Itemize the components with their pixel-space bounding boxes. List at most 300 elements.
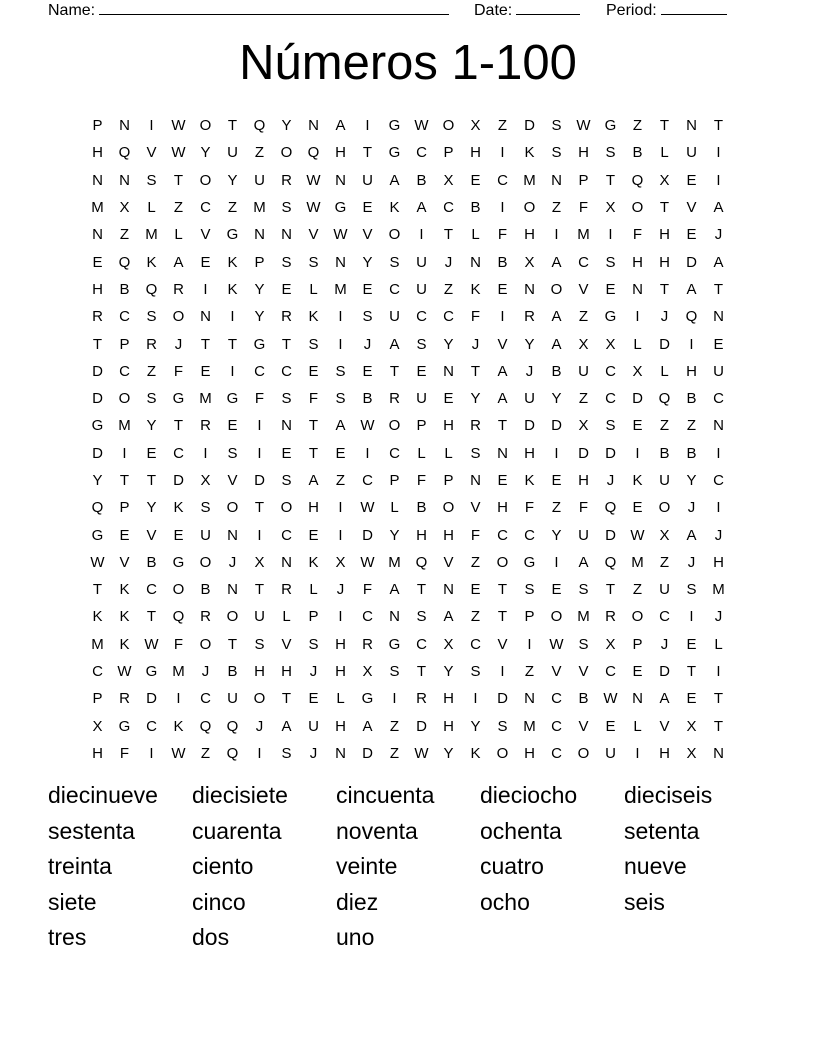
grid-letter: N xyxy=(470,472,481,489)
word-bank-item: siete xyxy=(48,888,97,915)
grid-letter: S xyxy=(146,390,157,408)
name-field[interactable] xyxy=(48,0,449,19)
grid-letter: M xyxy=(577,608,590,626)
grid-letter: W xyxy=(414,744,429,762)
grid-letter: T xyxy=(119,472,130,489)
grid-letter: H xyxy=(470,144,481,162)
grid-letter: X xyxy=(632,362,643,380)
grid-letter: N xyxy=(119,171,130,189)
grid-letter: Q xyxy=(226,717,239,735)
grid-letter: N xyxy=(551,171,562,189)
grid-letter: Q xyxy=(631,171,644,189)
word-bank-item: diecisiete xyxy=(192,782,288,809)
grid-letter: V xyxy=(686,199,697,217)
grid-letter: I xyxy=(365,117,370,135)
grid-letter: V xyxy=(497,635,508,653)
grid-letter: O xyxy=(442,117,455,135)
grid-letter: N xyxy=(632,280,643,298)
word-bank-item: diecinueve xyxy=(48,782,158,809)
grid-letter: Q xyxy=(415,553,428,571)
word-bank-item: ciento xyxy=(192,853,254,880)
grid-letter: J xyxy=(174,335,183,353)
grid-letter: I xyxy=(203,444,208,462)
grid-letter: F xyxy=(362,581,373,599)
grid-letter: F xyxy=(578,499,589,517)
word-bank-item: ochenta xyxy=(480,817,562,844)
grid-letter: G xyxy=(361,690,374,708)
grid-letter: C xyxy=(119,308,130,326)
grid-letter: N xyxy=(308,117,319,135)
grid-letter: S xyxy=(227,444,238,462)
grid-letter: C xyxy=(281,362,292,380)
grid-letter: C xyxy=(200,199,211,217)
grid-letter: J xyxy=(228,553,237,571)
grid-letter: L xyxy=(633,335,642,353)
grid-letter: R xyxy=(92,308,103,326)
grid-letter: H xyxy=(578,144,589,162)
grid-letter: H xyxy=(686,362,697,380)
grid-letter: I xyxy=(338,526,343,544)
word-bank-item: uno xyxy=(336,924,375,951)
grid-letter: H xyxy=(443,690,454,708)
grid-letter: V xyxy=(659,717,670,735)
grid-letter: Z xyxy=(227,199,238,217)
grid-letter: V xyxy=(227,472,238,489)
word-bank-item: noventa xyxy=(336,817,418,844)
grid-letter: I xyxy=(257,417,262,435)
grid-letter: Z xyxy=(632,117,643,135)
grid-letter: L xyxy=(309,280,318,298)
grid-letter: X xyxy=(443,635,454,653)
grid-letter: C xyxy=(416,635,427,653)
grid-letter: D xyxy=(92,362,103,380)
period-field[interactable] xyxy=(606,0,727,19)
grid-letter: H xyxy=(659,226,670,244)
grid-letter: T xyxy=(470,362,481,380)
grid-letter: E xyxy=(362,280,373,298)
grid-letter: E xyxy=(632,663,643,681)
grid-letter: U xyxy=(227,690,238,708)
word-bank-item: treinta xyxy=(48,853,112,880)
grid-letter: W xyxy=(171,144,186,162)
grid-letter: I xyxy=(149,117,154,135)
grid-letter: L xyxy=(444,444,453,462)
name-blank[interactable] xyxy=(99,0,449,15)
grid-letter: P xyxy=(92,690,103,708)
grid-letter: Y xyxy=(443,663,454,681)
grid-letter: X xyxy=(686,744,697,762)
grid-letter: F xyxy=(119,744,130,762)
grid-letter: O xyxy=(631,199,644,217)
grid-letter: C xyxy=(551,690,562,708)
grid-letter: A xyxy=(551,335,562,353)
grid-letter: Y xyxy=(254,308,265,326)
grid-letter: I xyxy=(230,362,235,380)
grid-letter: T xyxy=(227,635,238,653)
grid-letter: X xyxy=(605,335,616,353)
grid-letter: X xyxy=(659,526,670,544)
grid-letter: F xyxy=(578,199,589,217)
grid-letter: Z xyxy=(119,226,130,244)
grid-letter: I xyxy=(635,444,640,462)
grid-letter: V xyxy=(119,553,130,571)
grid-letter: Q xyxy=(226,744,239,762)
grid-letter: U xyxy=(254,171,265,189)
grid-letter: Y xyxy=(389,526,400,544)
grid-letter: T xyxy=(92,335,103,353)
grid-letter: J xyxy=(714,526,723,544)
grid-letter: L xyxy=(714,635,723,653)
grid-letter: B xyxy=(686,390,697,408)
grid-letter: C xyxy=(173,444,184,462)
grid-letter: Y xyxy=(686,472,697,489)
grid-letter: G xyxy=(118,717,131,735)
grid-letter: P xyxy=(443,144,454,162)
grid-letter: S xyxy=(578,581,589,599)
word-bank-item: dieciseis xyxy=(624,782,713,809)
word-bank xyxy=(48,778,768,956)
grid-letter: V xyxy=(146,526,157,544)
grid-letter: A xyxy=(308,472,319,489)
grid-letter: E xyxy=(551,581,562,599)
grid-letter: F xyxy=(470,526,481,544)
grid-letter: K xyxy=(227,253,238,271)
grid-letter: G xyxy=(145,663,158,681)
grid-letter: K xyxy=(308,553,319,571)
grid-letter: N xyxy=(632,690,643,708)
grid-letter: T xyxy=(659,117,670,135)
grid-letter: O xyxy=(550,608,563,626)
grid-letter: D xyxy=(92,444,103,462)
grid-letter: T xyxy=(308,444,319,462)
grid-letter: G xyxy=(334,199,347,217)
grid-letter: T xyxy=(92,581,103,599)
grid-letter: O xyxy=(226,499,239,517)
grid-letter: W xyxy=(414,117,429,135)
grid-letter: I xyxy=(203,280,208,298)
grid-letter: U xyxy=(416,390,427,408)
grid-letter: P xyxy=(443,472,454,489)
grid-letter: T xyxy=(281,690,292,708)
grid-letter: X xyxy=(119,199,130,217)
grid-letter: J xyxy=(201,663,210,681)
grid-letter: Z xyxy=(524,663,535,681)
grid-letter: K xyxy=(146,253,157,271)
grid-letter: W xyxy=(549,635,564,653)
page-title: Números 1-100 xyxy=(239,36,577,90)
grid-letter: I xyxy=(554,553,559,571)
grid-letter: Y xyxy=(281,117,292,135)
grid-letter: Q xyxy=(658,390,671,408)
grid-letter: I xyxy=(365,444,370,462)
grid-letter: L xyxy=(309,581,318,599)
grid-letter: G xyxy=(172,390,185,408)
grid-letter: E xyxy=(686,690,697,708)
grid-letter: O xyxy=(658,499,671,517)
grid-letter: Y xyxy=(254,280,265,298)
grid-letter: E xyxy=(92,253,103,271)
grid-letter: Y xyxy=(227,171,238,189)
grid-letter: I xyxy=(716,499,721,517)
grid-letter: M xyxy=(577,226,590,244)
grid-letter: K xyxy=(308,308,319,326)
grid-letter: J xyxy=(255,717,264,735)
grid-letter: C xyxy=(362,608,373,626)
grid-letter: C xyxy=(146,581,157,599)
grid-letter: X xyxy=(254,553,265,571)
grid-letter: Q xyxy=(118,144,131,162)
grid-letter: U xyxy=(254,608,265,626)
grid-letter: O xyxy=(172,581,185,599)
date-field[interactable] xyxy=(474,0,580,19)
grid-letter: S xyxy=(308,635,319,653)
grid-letter: Y xyxy=(200,144,211,162)
grid-letter: S xyxy=(308,253,319,271)
grid-letter: S xyxy=(335,390,346,408)
grid-letter: B xyxy=(416,171,427,189)
grid-letter: O xyxy=(442,499,455,517)
grid-letter: W xyxy=(171,117,186,135)
grid-letter: C xyxy=(416,308,427,326)
word-bank-item: setenta xyxy=(624,817,700,844)
grid-letter: A xyxy=(362,717,373,735)
grid-letter: T xyxy=(416,581,427,599)
grid-letter: I xyxy=(392,690,397,708)
grid-letter: L xyxy=(633,717,642,735)
grid-letter: Z xyxy=(632,581,643,599)
grid-letter: V xyxy=(281,635,292,653)
grid-letter: S xyxy=(146,308,157,326)
grid-letter: J xyxy=(660,635,669,653)
grid-letter: E xyxy=(713,335,724,353)
grid-letter: F xyxy=(632,226,643,244)
grid-letter: S xyxy=(281,472,292,489)
grid-letter: I xyxy=(554,226,559,244)
grid-letter: N xyxy=(443,362,454,380)
grid-letter: M xyxy=(523,171,536,189)
grid-letter: N xyxy=(254,226,265,244)
grid-letter: I xyxy=(176,690,181,708)
grid-letter: I xyxy=(338,335,343,353)
grid-letter: S xyxy=(308,335,319,353)
grid-letter: U xyxy=(578,362,589,380)
grid-letter: S xyxy=(281,199,292,217)
grid-letter: S xyxy=(335,362,346,380)
grid-letter: X xyxy=(578,417,589,435)
grid-letter: A xyxy=(281,717,292,735)
grid-letter: H xyxy=(335,717,346,735)
grid-letter: A xyxy=(497,362,508,380)
grid-letter: S xyxy=(416,608,427,626)
grid-letter: X xyxy=(578,335,589,353)
grid-letter: I xyxy=(149,744,154,762)
grid-letter: S xyxy=(281,744,292,762)
grid-letter: K xyxy=(173,499,184,517)
grid-letter: C xyxy=(605,362,616,380)
grid-letter: H xyxy=(659,744,670,762)
grid-letter: U xyxy=(686,144,697,162)
grid-letter: H xyxy=(659,253,670,271)
grid-letter: Z xyxy=(659,553,670,571)
grid-letter: O xyxy=(199,117,212,135)
grid-letter: N xyxy=(281,553,292,571)
grid-letter: H xyxy=(578,472,589,489)
grid-letter: L xyxy=(390,499,399,517)
grid-letter: I xyxy=(257,444,262,462)
word-bank-item: tres xyxy=(48,924,87,951)
grid-letter: O xyxy=(577,744,590,762)
grid-letter: Q xyxy=(685,308,698,326)
grid-letter: M xyxy=(523,717,536,735)
grid-letter: Z xyxy=(173,199,184,217)
grid-letter: Y xyxy=(362,253,373,271)
grid-letter: Y xyxy=(443,744,454,762)
grid-letter: K xyxy=(524,472,535,489)
grid-letter: C xyxy=(119,362,130,380)
word-bank-item: ocho xyxy=(480,888,530,915)
grid-letter: W xyxy=(144,635,159,653)
grid-letter: Y xyxy=(470,390,481,408)
grid-letter: U xyxy=(308,717,319,735)
grid-letter: N xyxy=(92,171,103,189)
grid-letter: E xyxy=(470,171,481,189)
period-blank[interactable] xyxy=(661,0,727,15)
grid-letter: O xyxy=(226,608,239,626)
grid-letter: H xyxy=(443,417,454,435)
grid-letter: N xyxy=(470,253,481,271)
grid-letter: H xyxy=(92,744,103,762)
grid-letter: U xyxy=(524,390,535,408)
grid-letter: A xyxy=(497,390,508,408)
grid-letter: Y xyxy=(443,335,454,353)
grid-letter: G xyxy=(604,117,617,135)
grid-letter: F xyxy=(497,226,508,244)
grid-letter: Y xyxy=(146,499,157,517)
grid-letter: C xyxy=(443,308,454,326)
grid-letter: K xyxy=(227,280,238,298)
grid-letter: L xyxy=(660,362,669,380)
grid-letter: Z xyxy=(686,417,697,435)
grid-letter: J xyxy=(444,253,453,271)
grid-letter: R xyxy=(146,335,157,353)
grid-letter: W xyxy=(90,553,105,571)
grid-letter: N xyxy=(443,581,454,599)
grid-letter: J xyxy=(687,553,696,571)
grid-letter: L xyxy=(471,226,480,244)
grid-letter: A xyxy=(551,308,562,326)
grid-letter: I xyxy=(500,199,505,217)
grid-letter: U xyxy=(713,362,724,380)
grid-letter: S xyxy=(524,581,535,599)
grid-letter: J xyxy=(309,744,318,762)
grid-letter: U xyxy=(227,144,238,162)
grid-letter: E xyxy=(281,280,292,298)
grid-letter: T xyxy=(200,335,211,353)
grid-letter: Q xyxy=(307,144,320,162)
grid-letter: W xyxy=(360,499,375,517)
grid-letter: N xyxy=(335,171,346,189)
grid-letter: T xyxy=(713,117,724,135)
grid-letter: N xyxy=(713,417,724,435)
grid-letter: F xyxy=(254,390,265,408)
grid-letter: Z xyxy=(497,117,508,135)
grid-letter: E xyxy=(632,417,643,435)
grid-letter: W xyxy=(630,526,645,544)
grid-letter: H xyxy=(443,717,454,735)
grid-letter: T xyxy=(497,581,508,599)
grid-letter: S xyxy=(146,171,157,189)
grid-letter: N xyxy=(119,117,130,135)
grid-letter: Q xyxy=(172,608,185,626)
grid-letter: M xyxy=(145,226,158,244)
date-blank[interactable] xyxy=(516,0,580,15)
grid-letter: R xyxy=(416,690,427,708)
grid-letter: I xyxy=(716,144,721,162)
grid-letter: V xyxy=(578,663,589,681)
grid-letter: E xyxy=(200,362,211,380)
grid-letter: X xyxy=(335,553,346,571)
grid-letter: B xyxy=(416,499,427,517)
grid-letter: E xyxy=(173,526,184,544)
grid-letter: M xyxy=(631,553,644,571)
grid-letter: R xyxy=(281,581,292,599)
grid-letter: O xyxy=(199,171,212,189)
grid-letter: H xyxy=(92,144,103,162)
grid-letter: J xyxy=(714,608,723,626)
grid-letter: W xyxy=(171,744,186,762)
grid-letter: I xyxy=(473,690,478,708)
grid-letter: N xyxy=(92,226,103,244)
grid-letter: E xyxy=(281,444,292,462)
grid-letter: Y xyxy=(146,417,157,435)
grid-letter: K xyxy=(92,608,103,626)
grid-letter: G xyxy=(604,308,617,326)
grid-letter: R xyxy=(389,390,400,408)
grid-letter: J xyxy=(471,335,480,353)
grid-letter: H xyxy=(524,444,535,462)
grid-letter: A xyxy=(389,171,400,189)
grid-letter: K xyxy=(119,608,130,626)
grid-letter: C xyxy=(362,472,373,489)
grid-letter: O xyxy=(388,226,401,244)
grid-letter: X xyxy=(524,253,535,271)
grid-letter: C xyxy=(659,608,670,626)
grid-letter: I xyxy=(257,526,262,544)
grid-letter: C xyxy=(470,635,481,653)
grid-letter: I xyxy=(338,308,343,326)
grid-letter: D xyxy=(497,690,508,708)
grid-letter: F xyxy=(416,472,427,489)
grid-letter: U xyxy=(659,581,670,599)
grid-letter: U xyxy=(659,472,670,489)
grid-letter: S xyxy=(686,581,697,599)
grid-letter: Y xyxy=(470,717,481,735)
grid-letter: Q xyxy=(199,717,212,735)
grid-letter: T xyxy=(713,280,724,298)
grid-letter: B xyxy=(119,280,130,298)
grid-letter: B xyxy=(659,444,670,462)
grid-letter: O xyxy=(388,417,401,435)
grid-letter: N xyxy=(524,280,535,298)
grid-letter: H xyxy=(335,635,346,653)
grid-letter: I xyxy=(230,308,235,326)
grid-letter: D xyxy=(92,390,103,408)
grid-letter: Y xyxy=(551,390,562,408)
grid-letter: K xyxy=(119,635,130,653)
grid-letter: V xyxy=(308,226,319,244)
grid-letter: V xyxy=(578,280,589,298)
grid-letter: A xyxy=(686,280,697,298)
